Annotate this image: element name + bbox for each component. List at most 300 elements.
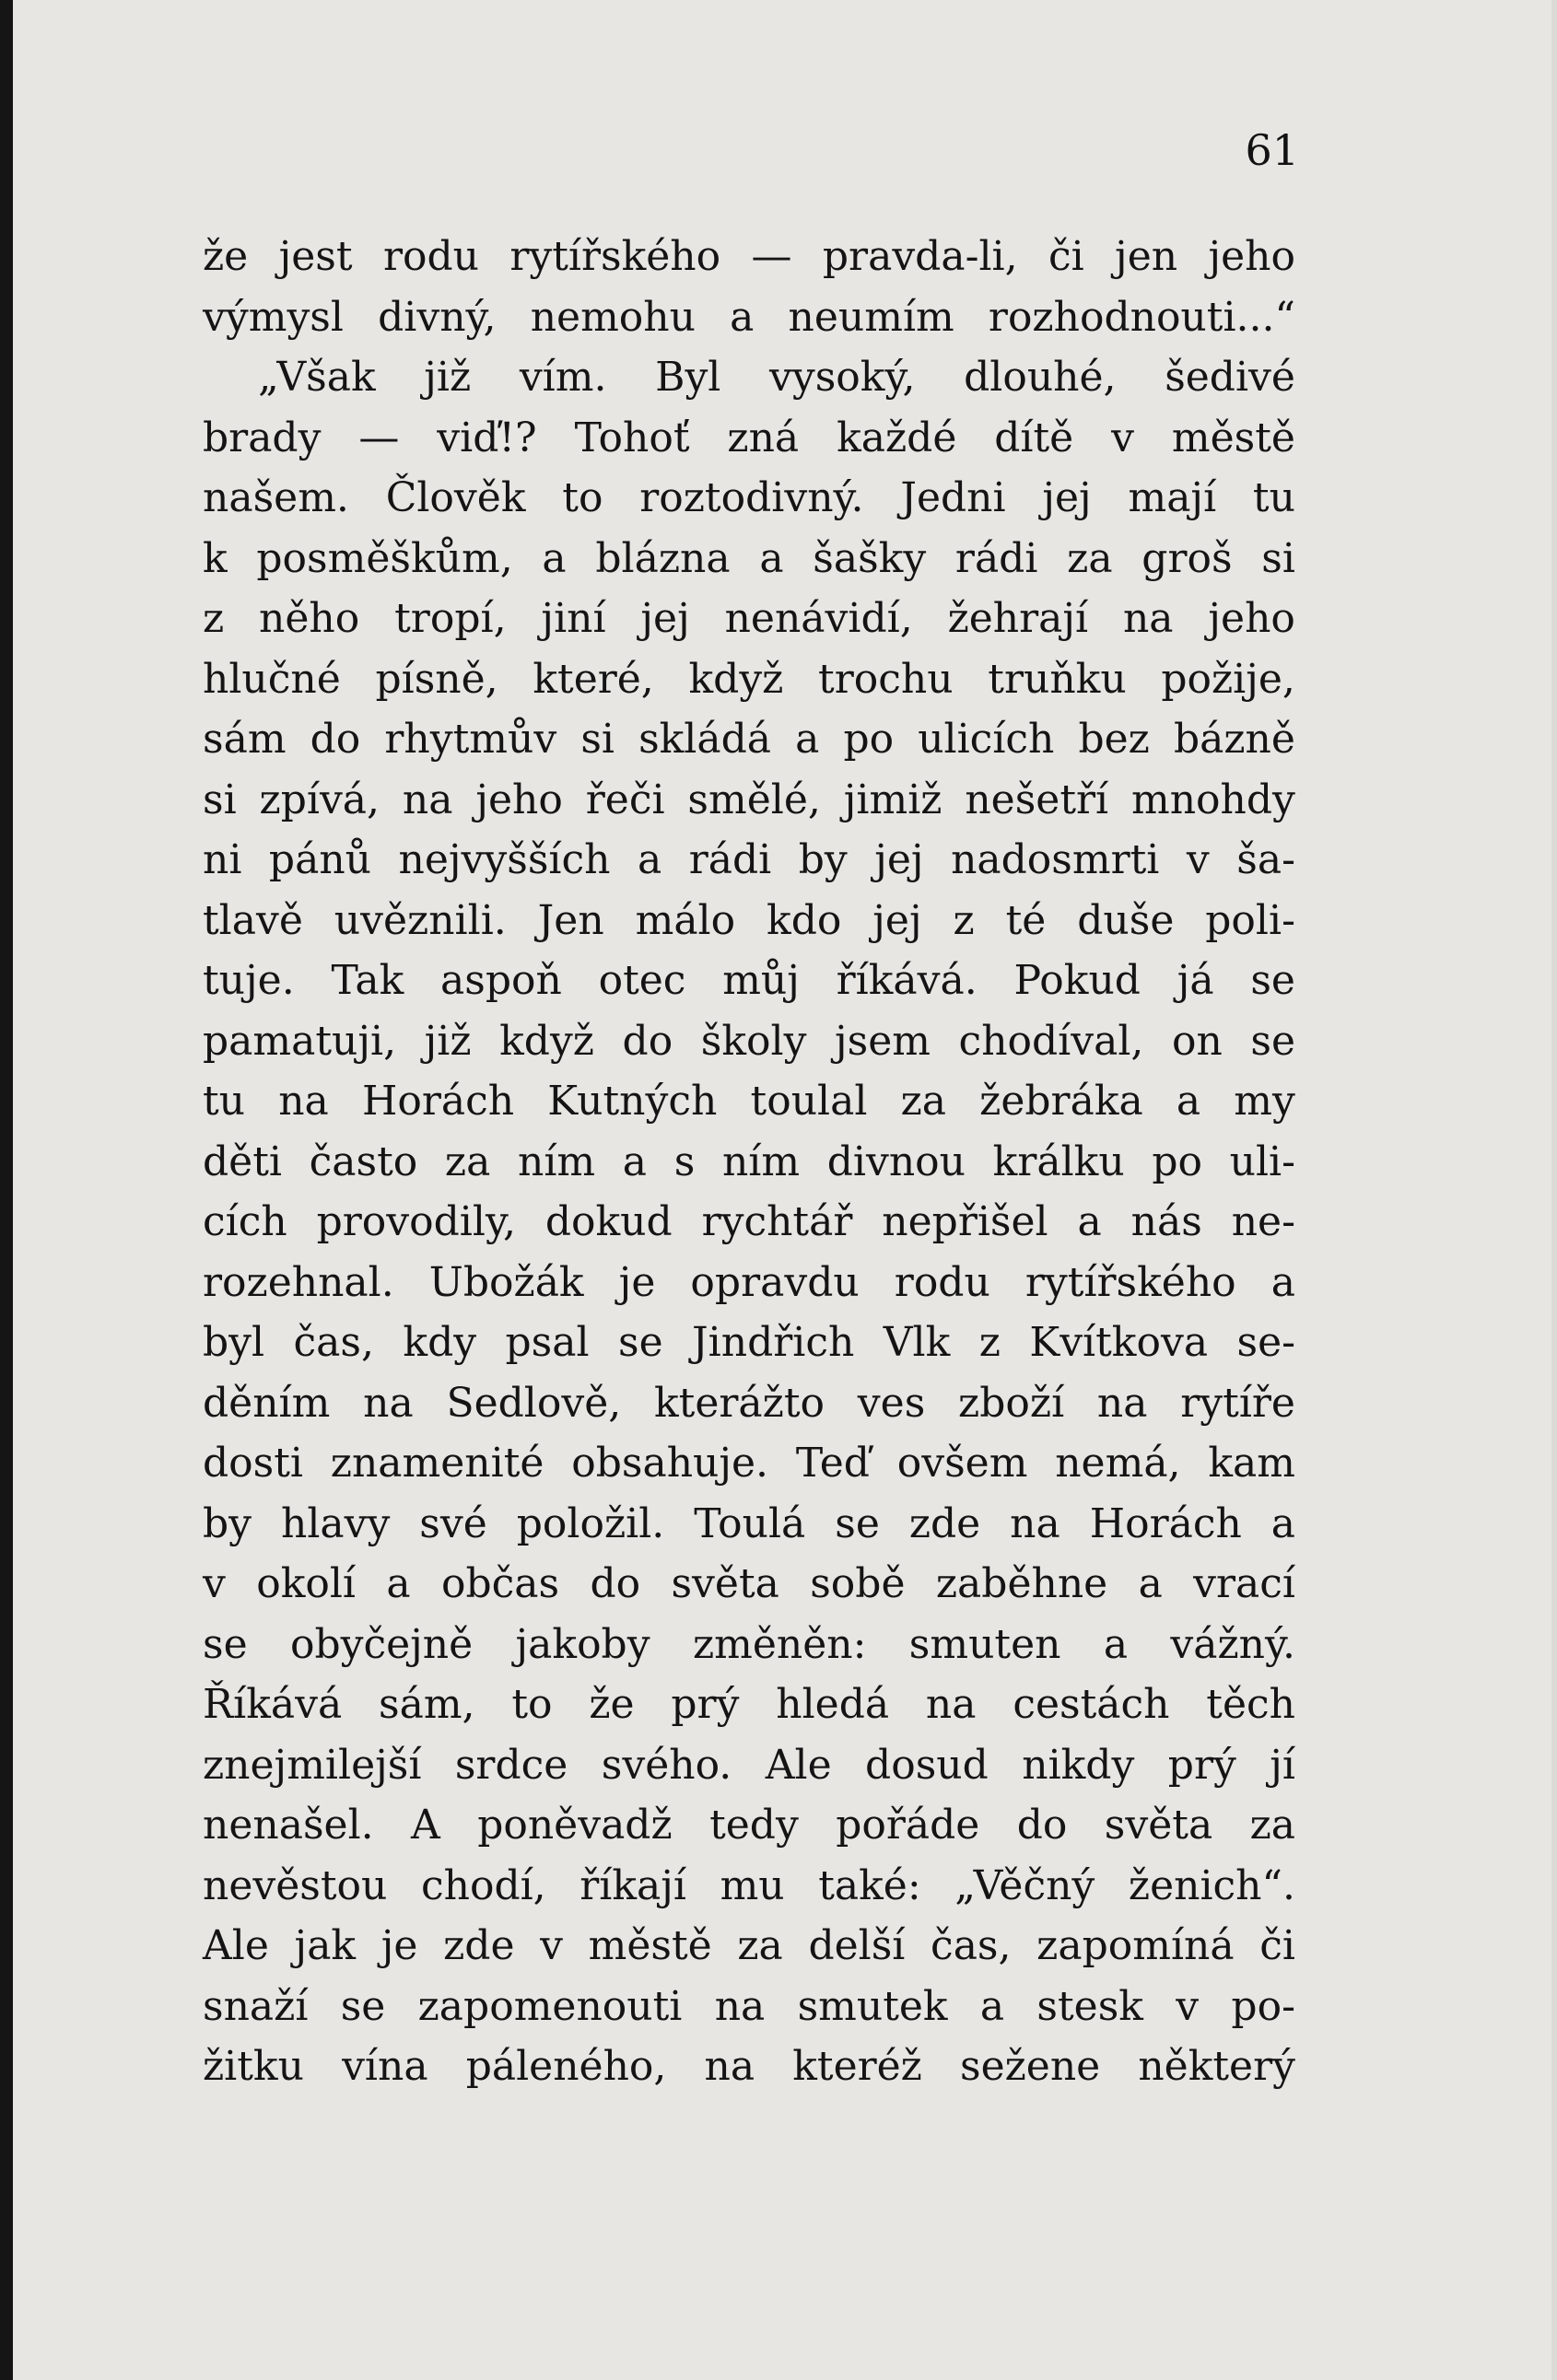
word: divnou (826, 1138, 966, 1185)
word: viď!? (437, 414, 537, 461)
word: Sedlově, (446, 1379, 622, 1427)
word: říkává. (836, 957, 978, 1004)
word: dítě (994, 414, 1074, 461)
word: pamatuji, (203, 1017, 397, 1065)
word: groš (1141, 534, 1233, 582)
text-line (203, 1615, 1295, 1675)
word: by (798, 836, 848, 883)
word: městě (588, 1922, 712, 1969)
word: jest (278, 233, 353, 280)
word: školy (700, 1017, 807, 1065)
word: rytířského (509, 233, 721, 280)
word: také: (818, 1861, 921, 1909)
word: na (1010, 1499, 1060, 1547)
word: zpívá, (259, 776, 380, 823)
word: kteréž (792, 2043, 922, 2090)
word: každé (837, 414, 957, 461)
binding-shadow (0, 0, 13, 2380)
word: málo (635, 896, 736, 944)
text-line (203, 1795, 1295, 1856)
word: toulal (750, 1078, 868, 1125)
word: hlavy (280, 1499, 391, 1547)
word: světa (1104, 1802, 1213, 1849)
word: pravda-li, (822, 233, 1018, 280)
text-line (203, 529, 1295, 589)
text-line (203, 709, 1295, 770)
word: požije, (1161, 655, 1295, 703)
word: jej (874, 836, 924, 883)
word: — (358, 414, 400, 461)
word: a (1138, 1560, 1163, 1607)
word: sám (203, 716, 287, 763)
text-line (203, 1916, 1295, 1977)
word: nemohu (530, 293, 696, 341)
word: té (1005, 896, 1047, 944)
word: se (203, 1620, 248, 1668)
text-line (203, 649, 1295, 710)
word: když (499, 1017, 594, 1065)
word: na (714, 1982, 766, 2030)
word: Teď (795, 1440, 870, 1487)
text-line (203, 408, 1295, 469)
word: on (1171, 1017, 1223, 1065)
word: prý (671, 1681, 740, 1728)
word: písně, (375, 655, 498, 703)
word: ním (518, 1138, 596, 1185)
word: na (1096, 1379, 1148, 1427)
word: se (1250, 1017, 1295, 1065)
word: zaběhne (935, 1560, 1108, 1607)
word: nás (1130, 1198, 1202, 1245)
word: za (900, 1078, 946, 1125)
word: nevěstou (203, 1861, 388, 1909)
text-line (203, 1192, 1295, 1253)
word: s (673, 1138, 696, 1185)
word: provodily, (316, 1198, 516, 1245)
page-edge (1551, 0, 1557, 2380)
word: nenávidí, (724, 595, 913, 642)
word: vím. (519, 354, 607, 401)
word: nejvyšších (398, 836, 611, 883)
word: sežene (959, 2043, 1101, 2090)
word: Ubožák (428, 1258, 584, 1306)
word: zde (908, 1499, 981, 1547)
word: těch (1206, 1681, 1295, 1728)
word: své (419, 1499, 487, 1547)
word: po- (1231, 1982, 1295, 2030)
word: stesk (1036, 1982, 1143, 2030)
word: žitku (203, 2043, 304, 2090)
text-line (203, 227, 1295, 287)
text-line (203, 468, 1295, 529)
word: ves (857, 1379, 926, 1427)
word: „Však (258, 354, 376, 401)
word: a (1077, 1198, 1102, 1245)
word: Tohoť (574, 414, 690, 461)
word: mají (1128, 474, 1217, 521)
word: uvěznili. (334, 896, 507, 944)
word: Horách (361, 1078, 515, 1125)
word: v (203, 1560, 226, 1607)
word: Kvítkova (1029, 1319, 1209, 1366)
word: bázně (1173, 716, 1295, 763)
word: králku (992, 1138, 1125, 1185)
word: rodu (382, 233, 479, 280)
text-line (203, 1312, 1295, 1373)
word: v (1111, 414, 1134, 461)
text-line (203, 1071, 1295, 1132)
word: kam (1208, 1440, 1295, 1487)
word: občas (440, 1560, 560, 1607)
word: skládá (638, 716, 772, 763)
word: rytíře (1180, 1379, 1295, 1427)
text-line (203, 1977, 1295, 2037)
word: jeho (475, 776, 563, 823)
word: vážný. (1170, 1620, 1295, 1668)
word: srdce (454, 1741, 568, 1789)
word: a (542, 534, 567, 582)
word: jakoby (515, 1620, 650, 1668)
word: tedy (709, 1802, 799, 1849)
word: roztodivný. (639, 474, 864, 521)
text-line (203, 287, 1295, 348)
word: Jindřich (692, 1319, 855, 1366)
word: „Věčný (954, 1861, 1095, 1909)
word: je (618, 1258, 656, 1306)
word: po (843, 716, 895, 763)
word: tu (203, 1078, 246, 1125)
word: že (589, 1681, 635, 1728)
word: prý (1167, 1741, 1236, 1789)
word: smělé, (687, 776, 821, 823)
word: blázna (595, 534, 731, 582)
word: jej (872, 896, 922, 944)
word: rádi (954, 534, 1038, 582)
word: ne- (1231, 1198, 1295, 1245)
word: truňku (988, 655, 1127, 703)
word: změněn: (692, 1620, 867, 1668)
word: světa (671, 1560, 779, 1607)
word: na (278, 1078, 329, 1125)
word: jí (1270, 1741, 1295, 1789)
word: sobě (810, 1560, 906, 1607)
word: jen (1115, 233, 1178, 280)
word: rytířského (1024, 1258, 1236, 1306)
word: se (618, 1319, 663, 1366)
word: našem. (203, 474, 349, 521)
word: duše (1077, 896, 1175, 944)
word: jak (294, 1922, 357, 1969)
word: a (637, 836, 662, 883)
word: na (925, 1681, 977, 1728)
word: se (835, 1499, 880, 1547)
word: a (979, 1982, 1005, 2030)
word: uli- (1229, 1138, 1295, 1185)
word: některý (1138, 2043, 1295, 2090)
word: vysoký, (769, 354, 916, 401)
word: tlavě (203, 896, 303, 944)
word: ním (721, 1138, 801, 1185)
word: Byl (655, 354, 721, 401)
word: rádi (688, 836, 772, 883)
word: ovšem (896, 1440, 1028, 1487)
word: a (1176, 1078, 1201, 1125)
word: okolí (256, 1560, 357, 1607)
word: otec (598, 957, 686, 1004)
text-line (203, 1011, 1295, 1072)
word: svého. (601, 1741, 732, 1789)
word: ša- (1236, 836, 1295, 883)
word: znamenité (330, 1440, 544, 1487)
word: Kutných (547, 1078, 718, 1125)
word: Toulá (694, 1499, 806, 1547)
word: znejmilejší (203, 1741, 422, 1789)
word: jsem (835, 1017, 931, 1065)
word: Ale (203, 1922, 269, 1969)
word: jeho (1208, 595, 1295, 642)
word: pánů (268, 836, 371, 883)
word: pořáde (836, 1802, 980, 1849)
word: posměškům, (256, 534, 513, 582)
word: řeči (585, 776, 665, 823)
word: Tak (331, 957, 404, 1004)
word: a (386, 1560, 411, 1607)
text-line (203, 589, 1295, 649)
word: brady (203, 414, 322, 461)
word: divný, (378, 293, 497, 341)
word: to (511, 1681, 553, 1728)
word: Ale (765, 1741, 832, 1789)
word: kdo (767, 896, 842, 944)
word: že (203, 233, 249, 280)
word: jiní (541, 595, 606, 642)
word: já (1177, 957, 1214, 1004)
word: se- (1236, 1319, 1295, 1366)
word: do (590, 1560, 641, 1607)
text-line (203, 770, 1295, 831)
word: v (1186, 836, 1210, 883)
word: vrací (1193, 1560, 1295, 1607)
word: něho (259, 595, 360, 642)
text-line (203, 1373, 1295, 1434)
word: často (309, 1138, 418, 1185)
word: na (363, 1379, 414, 1427)
text-line (203, 891, 1295, 951)
word: a (759, 534, 784, 582)
word: a (1270, 1499, 1295, 1547)
word: a (795, 716, 820, 763)
page-number: 61 (1245, 125, 1299, 175)
text-line (203, 951, 1295, 1011)
text-line (203, 347, 1295, 408)
word: dosud (865, 1741, 989, 1789)
word: nikdy (1022, 1741, 1135, 1789)
word: a (622, 1138, 648, 1185)
word: chodíval, (958, 1017, 1144, 1065)
word: ni (203, 836, 242, 883)
text-line (203, 1735, 1295, 1796)
word: snaží (203, 1982, 309, 2030)
word: děti (203, 1138, 282, 1185)
word: na (704, 2043, 755, 2090)
word: žehrají (947, 595, 1089, 642)
word: a (730, 293, 755, 341)
word: tropí, (394, 595, 507, 642)
word: můj (722, 957, 800, 1004)
word: Říkává (203, 1681, 343, 1728)
word: mnohdy (1131, 776, 1295, 823)
word: z (978, 1319, 1001, 1366)
word: mu (720, 1861, 785, 1909)
word: nenašel. (203, 1802, 374, 1849)
word: Jedni (900, 474, 1006, 521)
word: byl (203, 1319, 265, 1366)
word: nepřišel (882, 1198, 1048, 1245)
word: za (737, 1922, 783, 1969)
word: čas, (293, 1319, 374, 1366)
word: bez (1078, 716, 1150, 763)
word: do (310, 716, 361, 763)
text-line (203, 1253, 1295, 1313)
word: Člověk (385, 474, 526, 521)
word: ženich“. (1128, 1861, 1295, 1909)
word: jimiž (843, 776, 942, 823)
word: si (203, 776, 237, 823)
word: my (1234, 1078, 1295, 1125)
word: Jen (537, 896, 604, 944)
word: z (203, 595, 225, 642)
word: Pokud (1013, 957, 1141, 1004)
word: A (411, 1802, 440, 1849)
word: rozhodnouti...“ (988, 293, 1295, 341)
word: z (953, 896, 975, 944)
word: chodí, (420, 1861, 546, 1909)
text-line (203, 1433, 1295, 1494)
word: sám, (379, 1681, 475, 1728)
word: si (1261, 534, 1295, 582)
word: kdy (403, 1319, 477, 1366)
word: dlouhé, (964, 354, 1117, 401)
body-text (203, 227, 1295, 2097)
word: — (751, 233, 792, 280)
word: do (1016, 1802, 1068, 1849)
word: páleného, (465, 2043, 667, 2090)
word: tuje. (203, 957, 295, 1004)
text-line (203, 1856, 1295, 1917)
word: které, (533, 655, 654, 703)
word: jej (640, 595, 690, 642)
word: do (622, 1017, 673, 1065)
word: hlučné (203, 655, 341, 703)
word: žebráka (979, 1078, 1143, 1125)
word: rodu (894, 1258, 990, 1306)
word: zapomíná (1036, 1922, 1235, 1969)
word: trochu (818, 655, 954, 703)
word: nemá, (1055, 1440, 1181, 1487)
word: delší (808, 1922, 906, 1969)
word: Horách (1089, 1499, 1242, 1547)
word: za (1067, 534, 1113, 582)
word: v (1176, 1982, 1200, 2030)
word: šedivé (1165, 354, 1295, 401)
word: a (1103, 1620, 1129, 1668)
word: na (402, 776, 453, 823)
word: opravdu (690, 1258, 860, 1306)
word: by (203, 1499, 252, 1547)
word: zná (727, 414, 800, 461)
word: smuten (908, 1620, 1061, 1668)
text-line (203, 2036, 1295, 2097)
word: dokud (544, 1198, 673, 1245)
word: to (562, 474, 603, 521)
word: tu (1252, 474, 1295, 521)
word: ulicích (918, 716, 1055, 763)
word: již (424, 354, 472, 401)
word: zde (443, 1922, 515, 1969)
text-line (203, 1494, 1295, 1555)
text-line (203, 830, 1295, 891)
word: městě (1171, 414, 1295, 461)
word: hledá (776, 1681, 890, 1728)
word: dosti (203, 1440, 303, 1487)
text-line (203, 1132, 1295, 1193)
word: cestách (1013, 1681, 1170, 1728)
word: Vlk (883, 1319, 951, 1366)
word: či (1259, 1922, 1295, 1969)
word: a (1270, 1258, 1295, 1306)
word: za (444, 1138, 491, 1185)
word: položil. (516, 1499, 665, 1547)
word: aspoň (440, 957, 562, 1004)
word: čas, (931, 1922, 1012, 1969)
word: děním (203, 1379, 331, 1427)
text-line (203, 1674, 1295, 1735)
word: jej (1042, 474, 1092, 521)
word: když (688, 655, 784, 703)
word: po (1152, 1138, 1202, 1185)
word: výmysl (203, 293, 344, 341)
word: k (203, 534, 228, 582)
word: zapomenouti (417, 1982, 683, 2030)
word: na (1122, 595, 1174, 642)
word: rychtář (701, 1198, 853, 1245)
word: v (540, 1922, 563, 1969)
word: poněvadž (477, 1802, 673, 1849)
word: rhytmův (384, 716, 557, 763)
word: je (380, 1922, 418, 1969)
word: kterážto (654, 1379, 825, 1427)
word: vína (342, 2043, 428, 2090)
word: se (340, 1982, 386, 2030)
word: nadosmrti (951, 836, 1160, 883)
word: či (1048, 233, 1084, 280)
word: obsahuje. (571, 1440, 769, 1487)
word: poli- (1205, 896, 1295, 944)
word: obyčejně (289, 1620, 474, 1668)
word: nešetří (965, 776, 1109, 823)
word: šašky (813, 534, 927, 582)
word: smutek (797, 1982, 948, 2030)
text-line (203, 1554, 1295, 1615)
word: za (1249, 1802, 1295, 1849)
word: psal (505, 1319, 590, 1366)
word: rozehnal. (203, 1258, 394, 1306)
word: neumím (788, 293, 954, 341)
word: říkají (579, 1861, 686, 1909)
word: již (424, 1017, 472, 1065)
word: si (580, 716, 615, 763)
word: jeho (1208, 233, 1295, 280)
